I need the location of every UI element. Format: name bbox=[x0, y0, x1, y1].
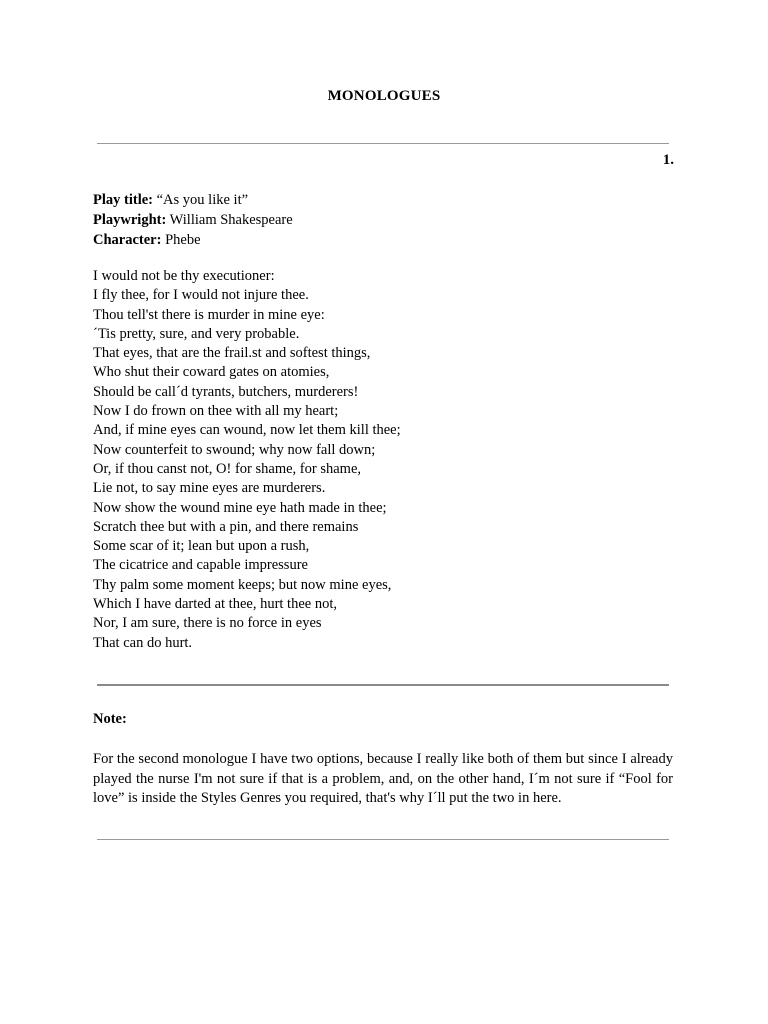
poem-line: Which I have darted at thee, hurt thee not, bbox=[93, 596, 337, 613]
poem-line: Scratch thee but with a pin, and there remains bbox=[93, 518, 359, 535]
poem-line: ´Tis pretty, sure, and very probable. bbox=[93, 325, 300, 342]
poem-line: Or, if thou canst not, O! for shame, for shame, bbox=[93, 460, 362, 477]
poem-line: Now I do frown on thee with all my heart; bbox=[93, 403, 339, 420]
poem-line: Thou tell'st there is murder in mine eye: bbox=[93, 306, 325, 323]
play-title-row bbox=[93, 190, 293, 210]
poem-line: And, if mine eyes can wound, now let them kill thee; bbox=[93, 422, 401, 439]
poem-line: Now counterfeit to swound; why now fall down; bbox=[93, 441, 376, 458]
divider-top bbox=[97, 143, 669, 144]
poem-line: Now show the wound mine eye hath made in thee; bbox=[93, 499, 387, 516]
poem-line: Who shut their coward gates on atomies, bbox=[93, 364, 330, 381]
playwright-label: Playwright: bbox=[93, 212, 167, 228]
poem-line: That can do hurt. bbox=[93, 634, 193, 651]
page-title: MONOLOGUES bbox=[327, 88, 441, 104]
poem-line: Thy palm some moment keeps; but now mine eyes, bbox=[93, 576, 392, 593]
divider-middle bbox=[97, 684, 669, 686]
character-row bbox=[93, 230, 293, 250]
divider-bottom bbox=[97, 839, 669, 840]
playwright-value: William Shakespeare bbox=[169, 212, 293, 228]
play-title-value: “As you like it” bbox=[156, 192, 249, 208]
poem-line: Nor, I am sure, there is no force in eyes bbox=[93, 615, 322, 632]
poem-line: That eyes, that are the frail.st and softest things, bbox=[93, 345, 371, 362]
poem-line: The cicatrice and capable impressure bbox=[93, 557, 308, 574]
play-title-label: Play title: bbox=[93, 192, 153, 208]
note-text: For the second monologue I have two options, because I really like both of them but since I already played the nurse I'm not sure if that is a problem, and, on the other hand, I´m not sure if “Fool for love” is inside the Styles Genres you required, that's why I´ll put the two in here. bbox=[93, 751, 673, 806]
character-value: Phebe bbox=[165, 232, 201, 248]
poem-line: Lie not, to say mine eyes are murderers. bbox=[93, 480, 326, 497]
monologue-text bbox=[93, 267, 401, 653]
character-label: Character: bbox=[93, 232, 162, 248]
poem-line: Should be call´d tyrants, butchers, murderers! bbox=[93, 383, 359, 400]
poem-line: Some scar of it; lean but upon a rush, bbox=[93, 538, 310, 555]
note-label: Note: bbox=[93, 711, 127, 727]
play-metadata bbox=[93, 190, 293, 250]
poem-line: I fly thee, for I would not injure thee. bbox=[93, 287, 309, 304]
monologue-number: 1. bbox=[662, 152, 674, 168]
poem-line: I would not be thy executioner: bbox=[93, 268, 275, 284]
playwright-row bbox=[93, 210, 293, 230]
